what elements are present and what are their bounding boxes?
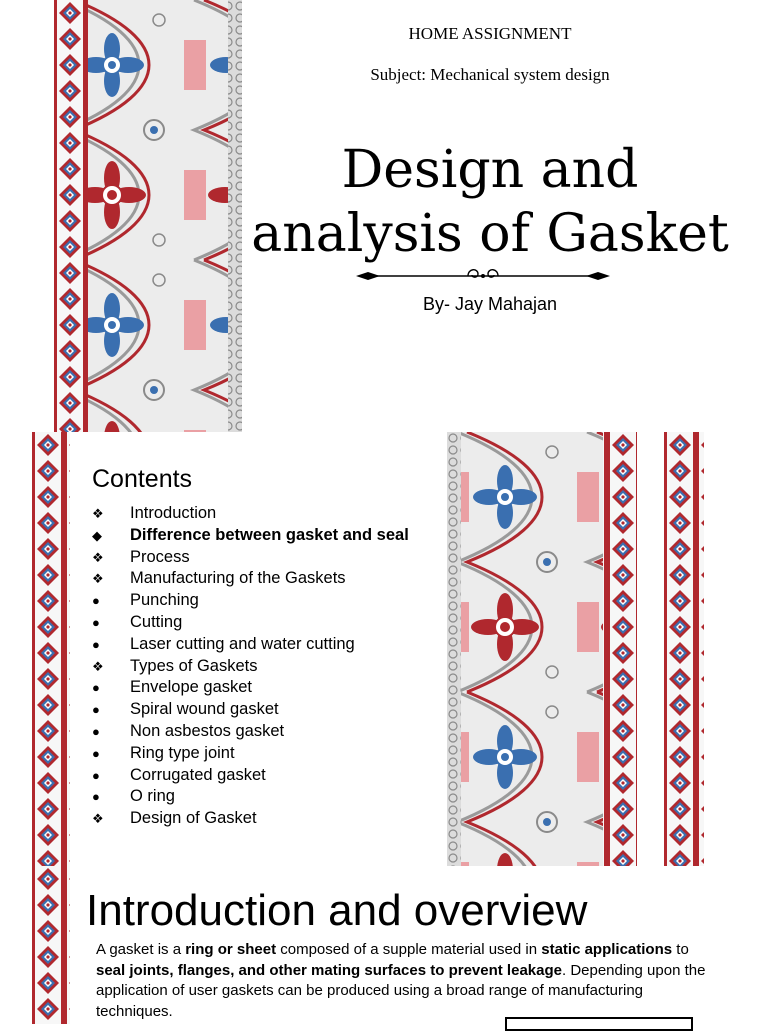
list-item bbox=[92, 634, 409, 656]
list-item-label: Corrugated gasket bbox=[130, 765, 266, 784]
list-bullet: ❖ bbox=[92, 658, 104, 674]
list-item bbox=[92, 786, 409, 808]
list-item-label: Laser cutting and water cutting bbox=[130, 634, 355, 653]
red-border-pattern bbox=[32, 432, 70, 866]
list-item-label: Process bbox=[130, 547, 190, 566]
decorative-border-left bbox=[32, 866, 70, 1024]
text-run: composed of a supple material used in bbox=[276, 941, 542, 958]
author-label: By- Jay Mahajan bbox=[422, 294, 558, 314]
list-item bbox=[92, 721, 409, 743]
list-item-label: Manufacturing of the Gaskets bbox=[130, 569, 346, 588]
list-bullet: ● bbox=[92, 767, 100, 783]
text-run: to bbox=[672, 941, 689, 958]
list-item bbox=[92, 547, 409, 569]
list-bullet: ❖ bbox=[92, 811, 104, 827]
decorative-border-right bbox=[447, 432, 637, 866]
list-item-label: Difference between gasket and seal bbox=[130, 525, 409, 544]
introduction-title: Introduction and overview bbox=[86, 886, 588, 935]
list-item-label: Ring type joint bbox=[130, 743, 235, 762]
list-item-label: O ring bbox=[130, 787, 175, 806]
decorative-border-left bbox=[54, 0, 242, 432]
decorative-border-left bbox=[32, 432, 70, 866]
red-border-pattern bbox=[664, 432, 704, 866]
list-item bbox=[92, 525, 409, 547]
list-item bbox=[92, 503, 409, 525]
contents-list bbox=[92, 503, 409, 830]
list-bullet: ❖ bbox=[92, 549, 104, 565]
list-bullet: ● bbox=[92, 723, 100, 739]
list-item bbox=[92, 590, 409, 612]
text-run: A gasket is a bbox=[96, 941, 186, 958]
list-bullet: ● bbox=[92, 614, 100, 630]
list-item bbox=[92, 699, 409, 721]
outlined-box bbox=[505, 1017, 693, 1031]
floral-border-pattern bbox=[54, 0, 242, 432]
list-bullet: ● bbox=[92, 789, 100, 805]
decorative-border-far-right bbox=[664, 432, 704, 866]
home-assignment-label: HOME ASSIGNMENT bbox=[408, 24, 572, 43]
subject-label: Subject: Mechanical system design bbox=[370, 65, 610, 84]
title-line-2: analysis of Gasket bbox=[251, 204, 729, 264]
list-bullet: ● bbox=[92, 636, 100, 652]
title-line-1: Design and bbox=[341, 140, 639, 200]
list-item-label: Cutting bbox=[130, 612, 183, 631]
list-item bbox=[92, 568, 409, 590]
ornamental-divider bbox=[356, 266, 610, 286]
list-bullet: ● bbox=[92, 593, 100, 609]
bold-text-run: ring or sheet bbox=[185, 941, 277, 958]
list-item bbox=[92, 677, 409, 699]
list-item bbox=[92, 656, 409, 678]
text-run: . Depending upon the application of user gaskets can be produced using a broad range of manufacturing techniques. bbox=[96, 961, 706, 1020]
list-bullet: ● bbox=[92, 745, 100, 761]
list-bullet: ◆ bbox=[92, 527, 102, 543]
list-item-label: Design of Gasket bbox=[130, 809, 257, 828]
list-item-label: Spiral wound gasket bbox=[130, 700, 279, 719]
list-item-label: Types of Gaskets bbox=[130, 656, 258, 675]
introduction-paragraph bbox=[96, 940, 716, 1022]
floral-border-pattern bbox=[447, 432, 637, 866]
list-item bbox=[92, 612, 409, 634]
bold-text-run: seal joints, flanges, and other mating surfaces to prevent leakage bbox=[96, 961, 562, 979]
list-bullet: ● bbox=[92, 702, 100, 718]
bold-text-run: static applications bbox=[541, 941, 673, 958]
contents-title: Contents bbox=[92, 465, 193, 493]
list-item bbox=[92, 743, 409, 765]
list-item-label: Envelope gasket bbox=[130, 678, 253, 697]
list-bullet: ❖ bbox=[92, 571, 104, 587]
list-bullet: ● bbox=[92, 680, 100, 696]
presentation-title bbox=[240, 138, 740, 266]
list-item bbox=[92, 808, 409, 830]
list-item-label: Introduction bbox=[130, 504, 217, 522]
list-item-label: Punching bbox=[130, 591, 199, 610]
red-border-pattern bbox=[32, 866, 70, 1024]
list-item bbox=[92, 765, 409, 787]
list-bullet: ❖ bbox=[92, 506, 104, 521]
list-item-label: Non asbestos gasket bbox=[130, 721, 285, 740]
